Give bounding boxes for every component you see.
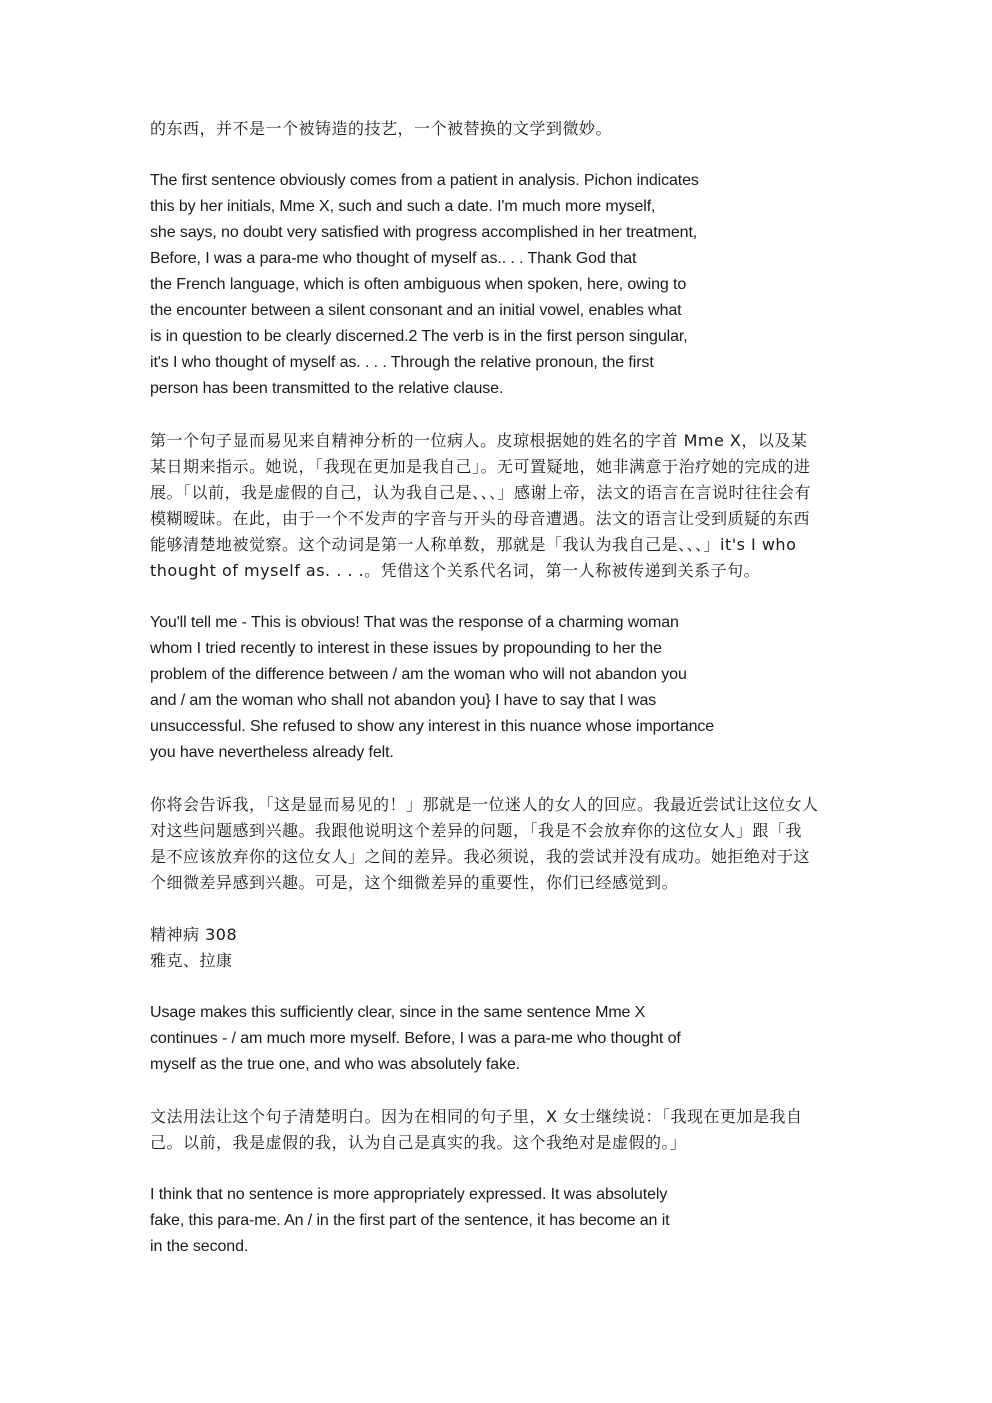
running-head-author: 雅克、拉康 bbox=[150, 951, 233, 970]
text-line: You'll tell me - This is obvious! That was the response of a charming woman bbox=[150, 614, 679, 631]
text-line: thought of myself as. . . .。凭借这个关系代名词，第一人称被传递到关系子句。 bbox=[150, 561, 761, 580]
text-line: I think that no sentence is more appropriately expressed. It was absolutely bbox=[150, 1186, 668, 1203]
document-page bbox=[150, 116, 850, 1260]
text-line: The first sentence obviously comes from a patient in analysis. Pichon indicates bbox=[150, 172, 699, 189]
paragraph-en-3 bbox=[150, 1000, 850, 1078]
text-line: myself as the true one, and who was absolutely fake. bbox=[150, 1056, 521, 1073]
text-line: Before, I was a para-me who thought of myself as.. . . Thank God that bbox=[150, 250, 637, 267]
text-line: 文法用法让这个句子清楚明白。因为在相同的句子里，X 女士继续说：「我现在更加是我自 bbox=[150, 1107, 803, 1126]
text-line: fake, this para-me. An / in the first part of the sentence, it has become an it bbox=[150, 1212, 670, 1229]
text-line: whom I tried recently to interest in these issues by propounding to her the bbox=[150, 640, 662, 657]
text-line: this by her initials, Mme X, such and such a date. I'm much more myself, bbox=[150, 198, 656, 215]
paragraph-zh-3 bbox=[150, 1104, 850, 1156]
running-head bbox=[150, 922, 850, 974]
text-line: she says, no doubt very satisfied with progress accomplished in her treatment, bbox=[150, 224, 698, 241]
text-line: continues - / am much more myself. Before, I was a para-me who thought of bbox=[150, 1030, 681, 1047]
text-line: in the second. bbox=[150, 1238, 249, 1255]
paragraph-zh-continuation bbox=[150, 116, 850, 142]
text-line: 对这些问题感到兴趣。我跟他说明这个差异的问题，「我是不会放弃你的这位女人」跟「我 bbox=[150, 821, 803, 840]
paragraph-en-1 bbox=[150, 168, 850, 402]
text-line: 你将会告诉我，「这是显而易见的！」那就是一位迷人的女人的回应。我最近尝试让这位女人 bbox=[150, 795, 819, 814]
text-line: 展。「以前，我是虚假的自己，认为我自己是、、、」感谢上帝，法文的语言在言说时往往会有 bbox=[150, 483, 812, 502]
text-line: 某日期来指示。她说，「我现在更加是我自己」。无可置疑地，她非满意于治疗她的完成的进 bbox=[150, 457, 811, 476]
text-line: 是不应该放弃你的这位女人」之间的差异。我必须说，我的尝试并没有成功。她拒绝对于这 bbox=[150, 847, 811, 866]
text-line: 能够清楚地被觉察。这个动词是第一人称单数，那就是「我认为我自己是、、、」it's I who bbox=[150, 535, 797, 554]
text-line: unsuccessful. She refused to show any interest in this nuance whose importance bbox=[150, 718, 715, 735]
text-line: 模糊暧昧。在此，由于一个不发声的字音与开头的母音遭遇。法文的语言让受到质疑的东西 bbox=[150, 509, 811, 528]
text-line: Usage makes this sufficiently clear, since in the same sentence Mme X bbox=[150, 1004, 646, 1021]
paragraph-en-2 bbox=[150, 610, 850, 766]
paragraph-en-4 bbox=[150, 1182, 850, 1260]
text-line: person has been transmitted to the relative clause. bbox=[150, 380, 504, 397]
text-line: 个细微差异感到兴趣。可是，这个细微差异的重要性，你们已经感觉到。 bbox=[150, 873, 679, 892]
text-line: 己。以前，我是虚假的我，认为自己是真实的我。这个我绝对是虚假的。」 bbox=[150, 1133, 687, 1152]
text-line: the French language, which is often ambiguous when spoken, here, owing to bbox=[150, 276, 687, 293]
running-head-page: 精神病 308 bbox=[150, 925, 238, 944]
text-line: the encounter between a silent consonant and an initial vowel, enables what bbox=[150, 302, 682, 319]
text-line: problem of the difference between / am the woman who will not abandon you bbox=[150, 666, 687, 683]
paragraph-zh-1 bbox=[150, 428, 850, 584]
text-line: and / am the woman who shall not abandon you} I have to say that I was bbox=[150, 692, 657, 709]
text-line: it's I who thought of myself as. . . . Through the relative pronoun, the first bbox=[150, 354, 654, 371]
paragraph-zh-2 bbox=[150, 792, 850, 896]
text-line: 第一个句子显而易见来自精神分析的一位病人。皮琼根据她的姓名的字首 Mme X，以及某 bbox=[150, 431, 808, 450]
text-line: is in question to be clearly discerned.2 The verb is in the first person singular, bbox=[150, 328, 688, 345]
text-line: you have nevertheless already felt. bbox=[150, 744, 394, 761]
text-line: 的东西，并不是一个被铸造的技艺，一个被替换的文学到微妙。 bbox=[150, 119, 613, 138]
